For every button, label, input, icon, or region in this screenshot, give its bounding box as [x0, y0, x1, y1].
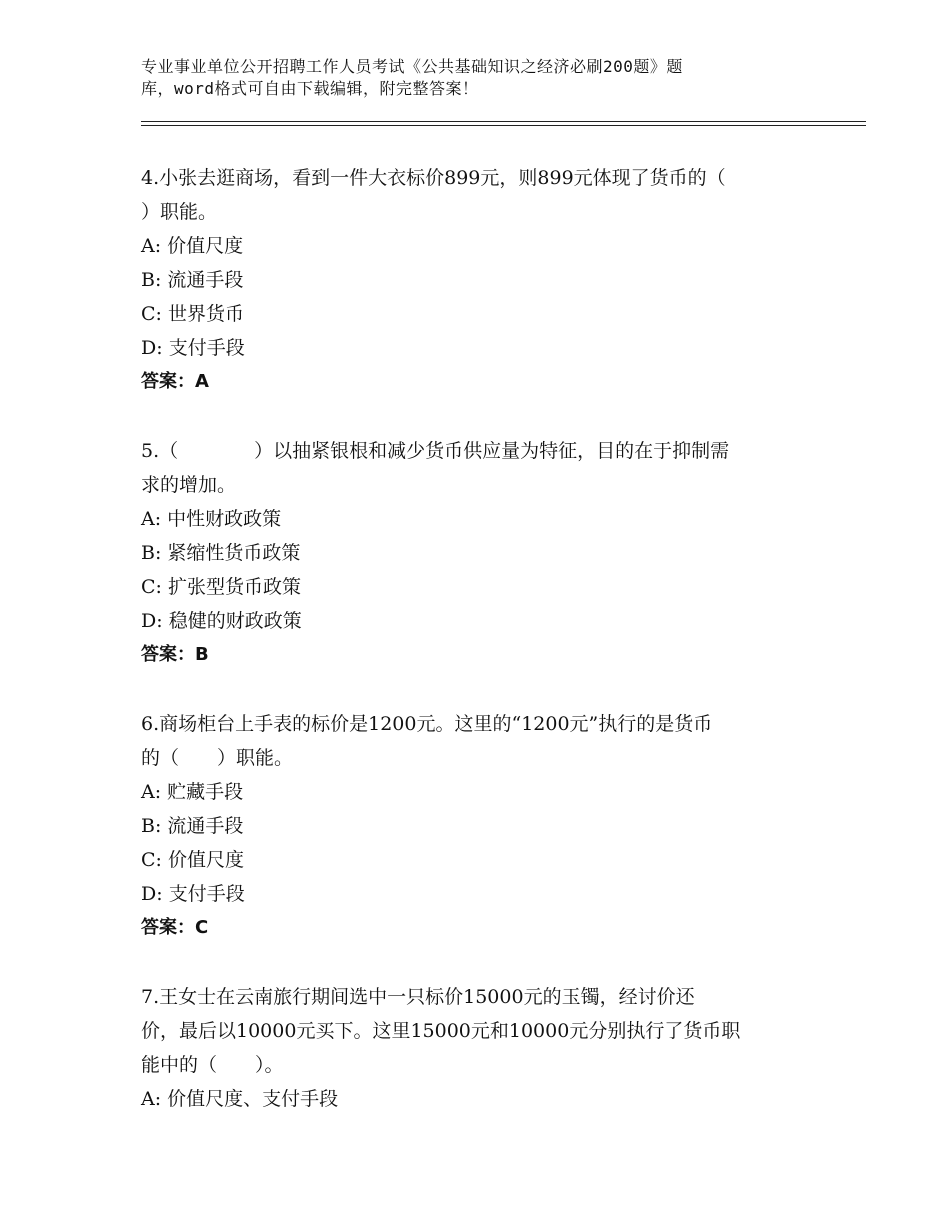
- option-b: [141, 263, 821, 297]
- option-letter: A:: [141, 235, 162, 257]
- question-stem-line: 7.王女士在云南旅行期间选中一只标价15000元的玉镯，经讨价还: [141, 986, 695, 1008]
- question-block: [141, 707, 821, 945]
- option-b: [141, 536, 821, 570]
- option-letter: D:: [141, 610, 163, 632]
- option-text: 紧缩性货币政策: [167, 542, 301, 564]
- document-header: [141, 56, 841, 100]
- option-text: 价值尺度、支付手段: [167, 1088, 339, 1110]
- option-c: [141, 297, 821, 331]
- option-d: [141, 604, 821, 638]
- question-block: [141, 161, 821, 399]
- question-stem: [141, 707, 821, 775]
- question-stem-line: 6.商场柜台上手表的标价是1200元。这里的“1200元”执行的是货币: [141, 713, 713, 735]
- question-stem-line: 能中的（ ）。: [141, 1054, 284, 1076]
- option-text: 支付手段: [168, 337, 245, 359]
- option-text: 贮藏手段: [167, 781, 244, 803]
- option-text: 流通手段: [167, 269, 244, 291]
- option-letter: B:: [141, 269, 162, 291]
- option-letter: C:: [141, 576, 162, 598]
- answer-label: 答案：B: [141, 644, 209, 665]
- option-d: [141, 877, 821, 911]
- option-text: 稳健的财政政策: [168, 610, 302, 632]
- question-stem-line: 的（ ）职能。: [141, 747, 294, 769]
- option-letter: A:: [141, 1088, 162, 1110]
- option-letter: B:: [141, 815, 162, 837]
- header-divider-bottom: [141, 125, 866, 126]
- option-text: 价值尺度: [167, 235, 244, 257]
- document-title-line-2: 库，word格式可自由下载编辑，附完整答案！: [141, 79, 479, 98]
- option-d: [141, 331, 821, 365]
- question-stem: [141, 434, 821, 502]
- question-block: [141, 980, 821, 1116]
- question-stem-line: 求的增加。: [141, 474, 237, 496]
- option-text: 世界货币: [168, 303, 245, 325]
- option-text: 流通手段: [167, 815, 244, 837]
- header-divider-top: [141, 121, 866, 122]
- question-stem-line: ）职能。: [141, 201, 218, 223]
- option-text: 价值尺度: [168, 849, 245, 871]
- option-a: [141, 1082, 821, 1116]
- option-a: [141, 502, 821, 536]
- answer-label: 答案：C: [141, 917, 209, 938]
- document-title-line-1: 专业事业单位公开招聘工作人员考试《公共基础知识之经济必刷200题》题: [141, 57, 683, 76]
- question-stem: [141, 161, 821, 229]
- option-letter: D:: [141, 337, 163, 359]
- option-text: 扩张型货币政策: [168, 576, 302, 598]
- option-c: [141, 570, 821, 604]
- option-letter: A:: [141, 781, 162, 803]
- option-a: [141, 229, 821, 263]
- question-stem-line: 4.小张去逛商场，看到一件大衣标价899元，则899元体现了货币的（: [141, 167, 726, 189]
- question-stem-line: 5.（ ）以抽紧银根和减少货币供应量为特征，目的在于抑制需: [141, 440, 730, 462]
- option-a: [141, 775, 821, 809]
- option-letter: A:: [141, 508, 162, 530]
- option-letter: C:: [141, 303, 162, 325]
- question-stem: [141, 980, 821, 1082]
- option-text: 中性财政政策: [167, 508, 282, 530]
- answer-label: 答案：A: [141, 371, 209, 392]
- option-b: [141, 809, 821, 843]
- option-c: [141, 843, 821, 877]
- option-letter: B:: [141, 542, 162, 564]
- option-letter: C:: [141, 849, 162, 871]
- question-stem-line: 价，最后以10000元买下。这里15000元和10000元分别执行了货币职: [141, 1020, 741, 1042]
- option-text: 支付手段: [168, 883, 245, 905]
- question-block: [141, 434, 821, 672]
- option-letter: D:: [141, 883, 163, 905]
